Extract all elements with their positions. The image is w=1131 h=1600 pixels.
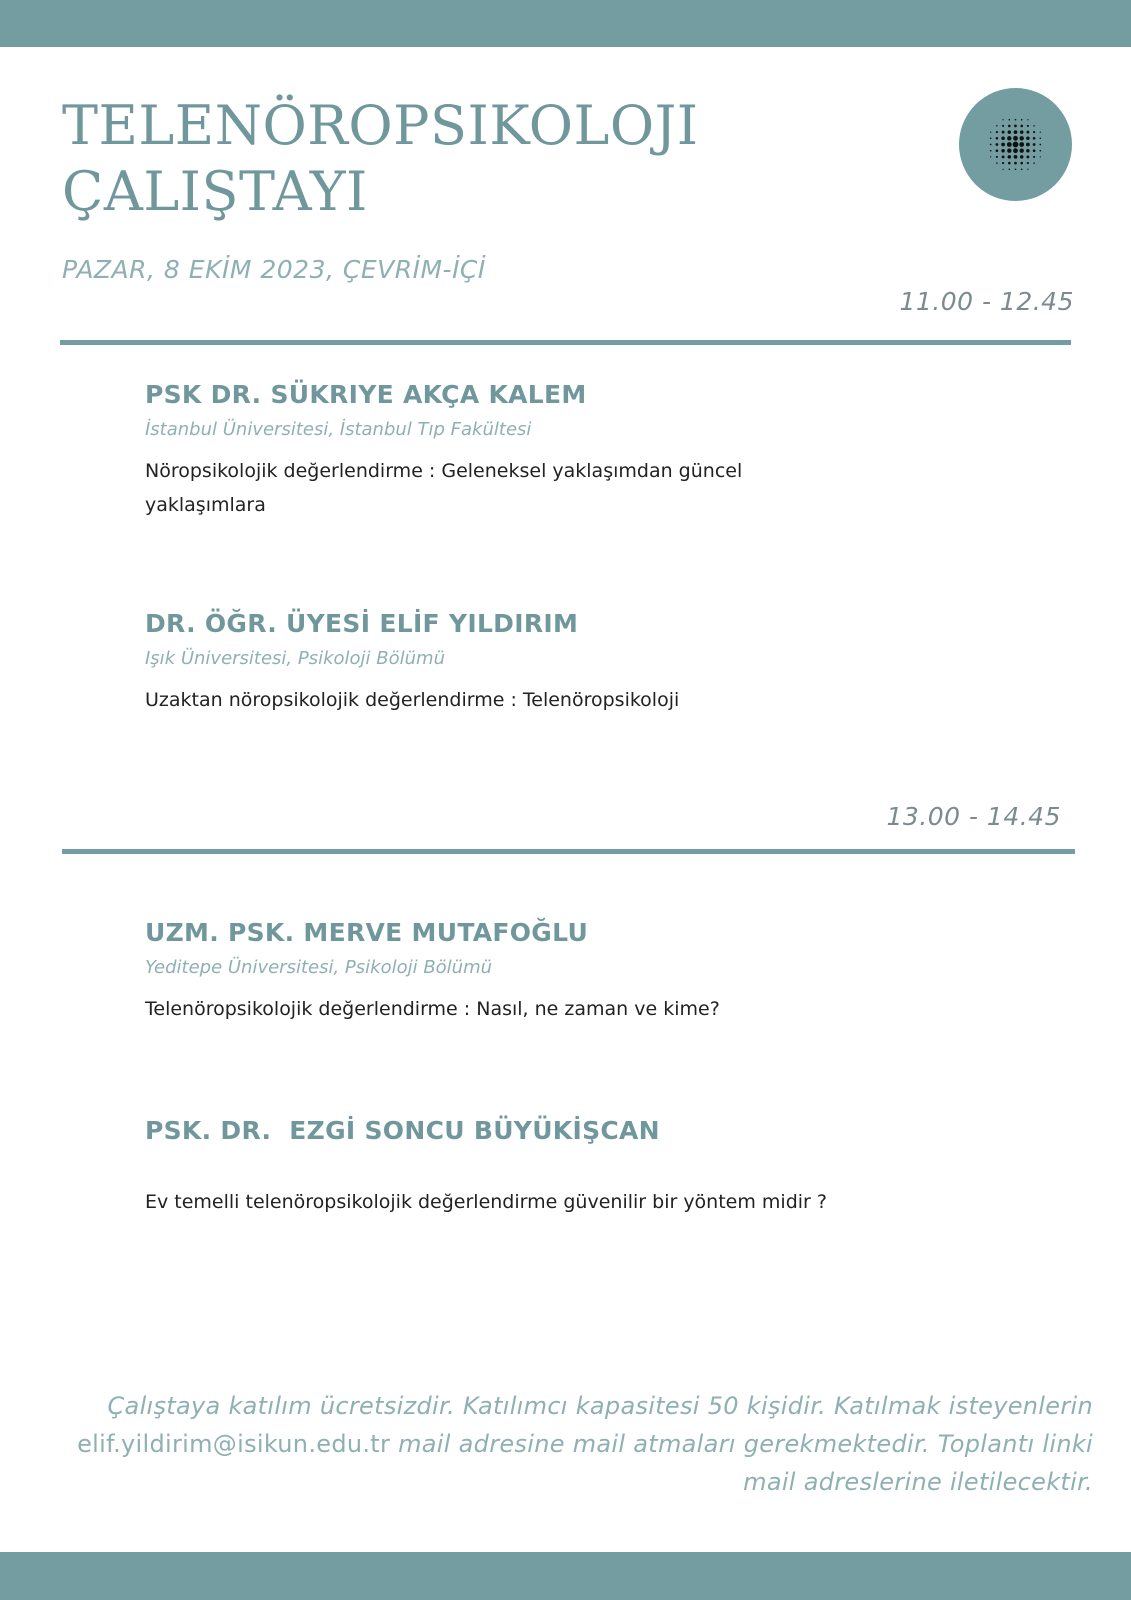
speaker-name: UZM. PSK. MERVE MUTAFOĞLU — [145, 918, 589, 947]
logo-dot — [1040, 131, 1041, 132]
logo-dot — [1015, 168, 1017, 170]
title-line-1: TELENÖROPSIKOLOJI — [62, 94, 699, 157]
logo-dot — [1039, 144, 1041, 146]
talk-topic: Ev temelli telenöropsikolojik değerlendirme güvenilir bir yöntem midir ? — [145, 1191, 827, 1213]
logo-dot — [1013, 136, 1018, 141]
logo-dot — [1002, 162, 1004, 164]
session-2-time: 13.00 - 14.45 — [886, 802, 1061, 831]
logo-dot — [996, 156, 998, 158]
talk-topic: Uzaktan nöropsikolojik değerlendirme : Telenöropsikoloji — [145, 689, 680, 711]
logo-dot — [996, 137, 999, 140]
logo-dot — [1007, 136, 1011, 140]
logo-dot — [996, 143, 999, 146]
logo-dot — [990, 150, 992, 152]
logo-dot — [1027, 125, 1029, 127]
page-title — [62, 93, 699, 225]
speaker-affiliation: Yeditepe Üniversitesi, Psikoloji Bölümü — [145, 957, 493, 978]
logo-dot — [1026, 137, 1030, 141]
bottom-banner-bar — [0, 1552, 1131, 1600]
session-1-divider — [60, 340, 1071, 345]
logo-dot — [1002, 119, 1003, 120]
logo-dot — [1020, 136, 1024, 140]
speaker-block — [145, 918, 965, 1026]
speaker-block — [145, 380, 965, 522]
talk-topic: Nöropsikolojik değerlendirme : Geleneksel yaklaşımdan güncel yaklaşımlara — [145, 460, 743, 516]
logo-dot — [996, 125, 997, 126]
logo-dot — [1033, 125, 1034, 126]
logo-dot — [1001, 137, 1005, 141]
logo-dot — [1033, 137, 1036, 140]
talk-topic: Telenöropsikolojik değerlendirme : Nasıl, ne zaman ve kime? — [145, 998, 720, 1020]
logo-dot — [1020, 162, 1023, 165]
logo-dot — [1002, 169, 1003, 170]
logo-dot — [1021, 169, 1023, 171]
logo-dot — [1009, 169, 1011, 171]
logo-dot — [1014, 162, 1017, 165]
logo-dot — [1040, 150, 1042, 152]
logo-dot — [1014, 125, 1017, 128]
logo-dot — [1040, 156, 1041, 157]
logo-dot — [1014, 155, 1018, 159]
logo-dot — [1008, 155, 1012, 159]
logo-dot — [1040, 138, 1042, 140]
logo-dot — [1009, 119, 1011, 121]
speaker-name: PSK DR. SÜKRIYE AKÇA KALEM — [145, 380, 587, 409]
logo-dot — [996, 149, 999, 152]
session-2-divider — [62, 849, 1075, 854]
speaker-block — [145, 1116, 965, 1219]
logo-dot — [1008, 125, 1011, 128]
logo-dot — [1013, 142, 1019, 148]
logo-dot — [1001, 149, 1005, 153]
logo-dot — [1020, 125, 1023, 128]
logo-dot — [1007, 149, 1011, 153]
event-date-subtitle: PAZAR, 8 EKİM 2023, ÇEVRİM-İÇİ — [62, 255, 486, 284]
speaker-name: PSK. DR. EZGİ SONCU BÜYÜKİŞCAN — [145, 1116, 660, 1145]
logo-dot — [1027, 169, 1028, 170]
logo-dot — [1007, 142, 1012, 147]
logo-dot — [1008, 130, 1012, 134]
registration-note-text: mail adresine mail atmaları gerekmektedir. Toplantı linki mail adreslerine iletilecektir. — [398, 1430, 1093, 1496]
logo-dot — [1033, 143, 1036, 146]
logo-dot — [990, 144, 992, 146]
logo-dot — [996, 162, 997, 163]
logo-dot — [1027, 162, 1029, 164]
logo-dot — [1027, 119, 1028, 120]
contact-email: elif.yildirim@isikun.edu.tr — [77, 1430, 391, 1458]
logo-dot — [1008, 162, 1011, 165]
logo-dot — [1026, 155, 1029, 158]
registration-note — [33, 1387, 1093, 1501]
logo-dot — [1033, 131, 1035, 133]
logo-dot — [1033, 149, 1036, 152]
logo-dot — [990, 138, 992, 140]
registration-note-text: Çalıştaya katılım ücretsizdir. Katılımcı kapasitesi 50 kişidir. Katılmak isteyenlerin — [107, 1392, 1093, 1420]
logo-dot — [1001, 143, 1005, 147]
title-line-2: ÇALIŞTAYI — [62, 160, 368, 223]
speaker-affiliation: Işık Üniversitesi, Psikoloji Bölümü — [145, 648, 445, 669]
session-1-time: 11.00 - 12.45 — [899, 287, 1074, 316]
logo-dot — [1019, 142, 1024, 147]
logo-dot — [1026, 131, 1029, 134]
logo-dot — [1002, 155, 1005, 158]
logo-dot — [1021, 119, 1023, 121]
logo-dot — [1014, 130, 1018, 134]
logo-dot — [1015, 119, 1017, 121]
logo-dot — [996, 131, 998, 133]
logo-dot — [1026, 143, 1030, 147]
speaker-block — [145, 609, 965, 717]
speaker-name: DR. ÖĞR. ÜYESİ ELİF YILDIRIM — [145, 609, 579, 638]
logo-dot — [990, 131, 991, 132]
logo-dot — [1020, 149, 1024, 153]
logo-dot — [990, 156, 991, 157]
top-banner-bar — [0, 0, 1131, 47]
logo-dot — [1033, 156, 1035, 158]
logo-dot — [1026, 149, 1030, 153]
logo-dot — [1002, 125, 1004, 127]
dot-sphere-icon — [959, 88, 1072, 201]
logo-dot — [1020, 130, 1024, 134]
logo-dot — [1020, 155, 1024, 159]
logo-dot — [1013, 148, 1018, 153]
logo-dot — [1002, 131, 1005, 134]
speaker-affiliation: İstanbul Üniversitesi, İstanbul Tıp Fakültesi — [145, 419, 532, 440]
logo-dot — [1033, 162, 1034, 163]
